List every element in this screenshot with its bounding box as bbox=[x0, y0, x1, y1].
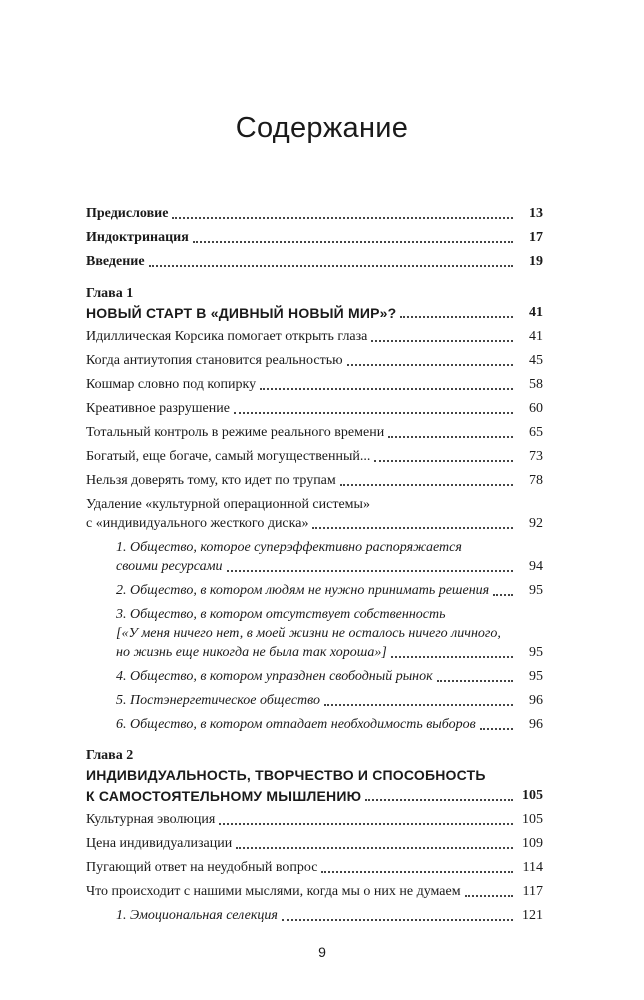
dot-leader bbox=[227, 570, 513, 572]
toc-label: Когда антиутопия становится реальностью bbox=[86, 353, 343, 368]
toc-label: своими ресурсами bbox=[116, 559, 223, 574]
dot-leader bbox=[374, 460, 513, 462]
toc-sub-entry[interactable] bbox=[86, 581, 543, 601]
toc-label-line: Удаление «культурной операционной системы» bbox=[86, 497, 370, 512]
toc-entry[interactable] bbox=[86, 351, 543, 371]
toc-label: Культурная эволюция bbox=[86, 812, 216, 827]
toc-page: 65 bbox=[529, 425, 543, 440]
dot-leader bbox=[260, 388, 513, 390]
toc-entry[interactable] bbox=[86, 375, 543, 395]
toc-page: 13 bbox=[529, 206, 543, 221]
toc-page: 92 bbox=[529, 516, 543, 531]
dot-leader bbox=[493, 594, 513, 596]
toc-entry-chapter-2-title[interactable] bbox=[86, 786, 543, 806]
toc-entry-chapter-1-title[interactable] bbox=[86, 303, 543, 323]
page-title: Содержание bbox=[235, 112, 409, 144]
toc-sub-entry[interactable] bbox=[86, 691, 543, 711]
toc-entry[interactable] bbox=[86, 810, 543, 830]
dot-leader bbox=[388, 436, 513, 438]
toc-entry[interactable] bbox=[86, 471, 543, 491]
toc-page: 96 bbox=[529, 693, 543, 708]
toc-page: 78 bbox=[529, 473, 543, 488]
toc-label: Пугающий ответ на неудобный вопрос bbox=[86, 860, 318, 875]
toc-label: Кошмар словно под копирку bbox=[86, 377, 257, 392]
toc-page: 105 bbox=[522, 812, 543, 827]
chapter-1-title: НОВЫЙ СТАРТ В «ДИВНЫЙ НОВЫЙ МИР»? bbox=[86, 305, 397, 321]
toc-label: 6. Общество, в котором отпадает необходимость выборов bbox=[116, 717, 476, 732]
chapter-2-title: К САМОСТОЯТЕЛЬНОМУ МЫШЛЕНИЮ bbox=[86, 788, 362, 804]
dot-leader bbox=[347, 364, 513, 366]
dot-leader bbox=[234, 412, 513, 414]
toc-label: Креативное разрушение bbox=[86, 401, 230, 416]
toc-entry[interactable] bbox=[86, 423, 543, 443]
toc-entry-preface[interactable] bbox=[86, 204, 543, 224]
dot-leader bbox=[149, 265, 513, 267]
toc-sub-entry[interactable] bbox=[86, 667, 543, 687]
dot-leader bbox=[437, 680, 513, 682]
toc-page: 94 bbox=[529, 559, 543, 574]
toc-entry[interactable] bbox=[86, 399, 543, 419]
toc-page: 109 bbox=[522, 836, 543, 851]
dot-leader bbox=[312, 527, 513, 529]
toc-label: Индоктринация bbox=[86, 230, 189, 245]
toc-label: 4. Общество, в котором упразднен свободный рынок bbox=[116, 669, 433, 684]
toc-label: Идиллическая Корсика помогает открыть глаза bbox=[86, 329, 368, 344]
toc-page: 95 bbox=[529, 645, 543, 660]
toc-sub-entry[interactable] bbox=[86, 643, 543, 663]
toc-page: 95 bbox=[529, 583, 543, 598]
toc-entry[interactable] bbox=[86, 514, 543, 534]
toc-sub-label-line: [«У меня ничего нет, в моей жизни не осталось ничего личного, bbox=[116, 626, 501, 641]
toc-page: 114 bbox=[522, 860, 543, 875]
toc-sub-entry[interactable] bbox=[86, 557, 543, 577]
toc-label: Введение bbox=[86, 254, 145, 269]
toc-page: 19 bbox=[529, 254, 543, 269]
toc-page: 96 bbox=[529, 717, 543, 732]
toc-page: 117 bbox=[522, 884, 543, 899]
chapter-2-title-line: ИНДИВИДУАЛЬНОСТЬ, ТВОРЧЕСТВО И СПОСОБНОСТЬ bbox=[86, 767, 486, 783]
dot-leader bbox=[219, 823, 513, 825]
dot-leader bbox=[340, 484, 513, 486]
dot-leader bbox=[480, 728, 513, 730]
toc-label: Что происходит с нашими мыслями, когда мы о них не думаем bbox=[86, 884, 461, 899]
toc-entry-indoctrination[interactable] bbox=[86, 228, 543, 248]
toc-page: 60 bbox=[529, 401, 543, 416]
toc-label: Богатый, еще богаче, самый могущественный... bbox=[86, 449, 371, 464]
toc-page: 58 bbox=[529, 377, 543, 392]
toc-label: с «индивидуального жесткого диска» bbox=[86, 516, 309, 531]
toc-page: 17 bbox=[529, 230, 543, 245]
toc-page: 41 bbox=[529, 305, 543, 320]
dot-leader bbox=[282, 919, 513, 921]
dot-leader bbox=[465, 895, 513, 897]
toc-entry-introduction[interactable] bbox=[86, 252, 543, 272]
toc-label: но жизнь еще никогда не была так хороша»] bbox=[116, 645, 387, 660]
toc-entry[interactable] bbox=[86, 882, 543, 902]
dot-leader bbox=[236, 847, 513, 849]
dot-leader bbox=[400, 316, 513, 318]
toc-entry[interactable] bbox=[86, 834, 543, 854]
chapter-1-label: Глава 1 bbox=[86, 286, 134, 301]
toc-sub-label-line: 3. Общество, в котором отсутствует собственность bbox=[116, 607, 446, 622]
toc-label: 5. Постэнергетическое общество bbox=[116, 693, 321, 708]
toc-page: 41 bbox=[529, 329, 543, 344]
toc-sub-entry[interactable] bbox=[86, 715, 543, 735]
toc-label: Цена индивидуализации bbox=[86, 836, 233, 851]
dot-leader bbox=[371, 340, 513, 342]
toc-page: 105 bbox=[522, 788, 543, 803]
toc-page: 121 bbox=[522, 908, 543, 923]
toc-label: 1. Эмоциональная селекция bbox=[116, 908, 278, 923]
toc-entry[interactable] bbox=[86, 447, 543, 467]
dot-leader bbox=[324, 704, 513, 706]
toc-page: 95 bbox=[529, 669, 543, 684]
toc-entry[interactable] bbox=[86, 858, 543, 878]
toc-label: Нельзя доверять тому, кто идет по трупам bbox=[86, 473, 336, 488]
dot-leader bbox=[391, 656, 513, 658]
page-number: 9 bbox=[318, 944, 326, 960]
toc-label: 2. Общество, в котором людям не нужно принимать решения bbox=[116, 583, 490, 598]
toc-entry[interactable] bbox=[86, 327, 543, 347]
toc-label: Тотальный контроль в режиме реального времени bbox=[86, 425, 385, 440]
toc-page: 73 bbox=[529, 449, 543, 464]
dot-leader bbox=[321, 871, 513, 873]
chapter-2-label: Глава 2 bbox=[86, 748, 134, 763]
toc-label: Предисловие bbox=[86, 206, 169, 221]
toc-sub-label-line: 1. Общество, которое суперэффективно распоряжается bbox=[116, 540, 462, 555]
dot-leader bbox=[365, 799, 513, 801]
dot-leader bbox=[172, 217, 513, 219]
toc-sub-entry[interactable] bbox=[86, 906, 543, 926]
dot-leader bbox=[193, 241, 513, 243]
toc-page: 45 bbox=[529, 353, 543, 368]
